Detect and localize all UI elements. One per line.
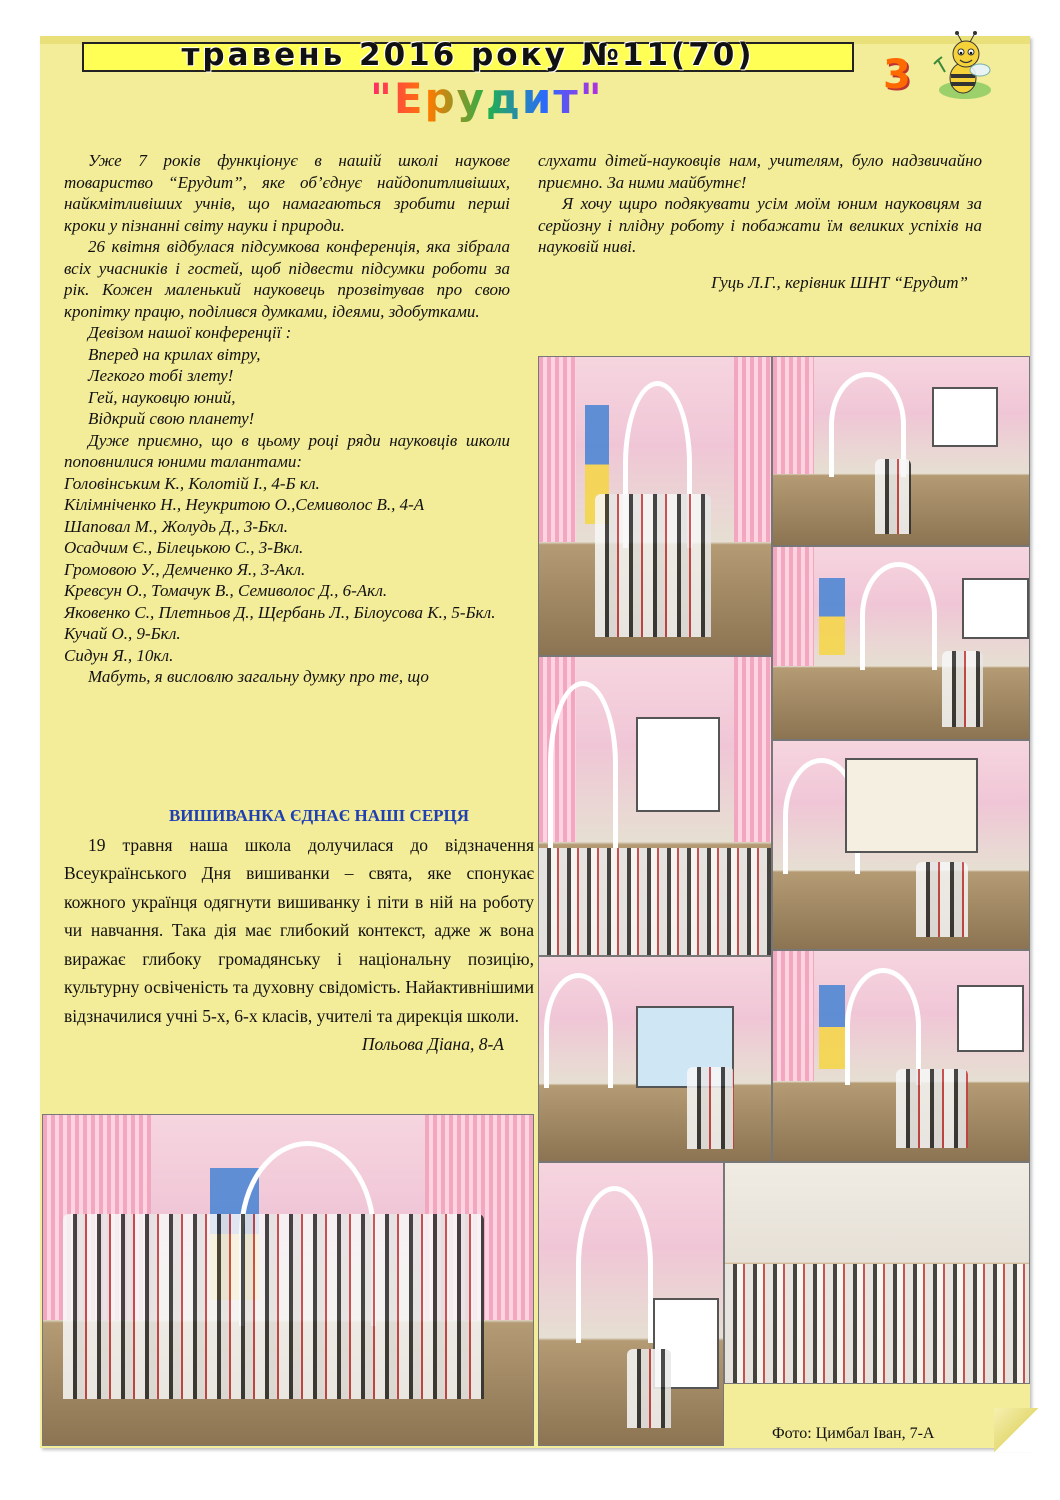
motto-line: Гей, науковцю юний, <box>88 387 236 407</box>
member-line: Кучай О., 9-Бкл. <box>64 624 181 643</box>
paragraph: Дуже приємно, що в цьому році ряди науковців школи поповнилися юними талантами: <box>64 430 510 471</box>
article1-right-column <box>538 150 982 293</box>
photo-podium-and-screen <box>538 1162 724 1446</box>
member-line: Громовою У., Демченко Я., 3-Акл. <box>64 559 306 579</box>
member-line: Кревсун О., Томачук В., Семиволос Д., 6-Акл. <box>64 581 388 600</box>
article2-body: 19 травня наша школа долучилася до відзначення Всеукраїнського Дня вишиванки – свята, яке спонукає кожного українця одягнути вишиванку і піти в ній на роботу чи навчання. Така дія має глибокий контекст, адже ж вона виражає глибоку громадянську і національну позицію, культурну освіченість та духовну свідомість. Найактивнішими відзначилися учні 5-х, 6-х класів, учителі та дирекція школи. <box>64 834 534 1026</box>
article2-signature: Польова Діана, 8-А <box>361 1034 504 1054</box>
photo-world-map-presentation <box>538 956 772 1162</box>
photo-speaker-at-podium <box>772 356 1030 546</box>
article1-signature: Гуць Л.Г., керівник ШНТ “Ерудит” <box>711 272 968 292</box>
article2-title: ВИШИВАНКА ЄДНАЄ НАШІ СЕРЦЯ <box>168 806 470 825</box>
member-line: Кілімніченко Н., Неукритою О.,Семиволос В., 4-А <box>64 495 425 514</box>
photo-presentation-with-audience <box>538 656 772 956</box>
member-line: Шаповал М., Жолудь Д., 3-Бкл. <box>64 516 288 536</box>
logo-number-3: 3 <box>883 52 911 98</box>
bee-mascot-icon <box>930 30 1000 110</box>
motto-line: Легкого тобі злету! <box>88 366 234 385</box>
photo-students-on-stage <box>538 356 772 656</box>
article1-left-column <box>64 150 510 688</box>
photo-girl-presenting <box>772 546 1030 740</box>
paragraph: Уже 7 років функціонує в нашій школі наукове товариство “Ерудит”, яке об’єднує найдопитливіших, найкмітливіших учнів, що намагаються зробити перші кроки у пізнанні світу науки і природи. <box>64 151 510 235</box>
photo-group-in-vyshyvanky <box>42 1114 534 1446</box>
paragraph: слухати дітей-науковців нам, учителям, було надзвичайно приємно. За ними майбутнє! <box>538 151 982 192</box>
newspaper-title: "Ерудит" <box>370 74 604 123</box>
photo-two-students-presenting <box>772 950 1030 1162</box>
photo-credit: Фото: Цимбал Іван, 7-А <box>772 1425 935 1442</box>
paragraph: Мабуть, я висловлю загальну думку про те, що <box>88 667 429 686</box>
motto-line: Вперед на крилах вітру, <box>88 344 261 364</box>
paragraph: Я хочу щиро подякувати усім моїм юним науковцям за серйозну і плідну роботу і побажати їм великих успіхів на науковій ниві. <box>538 194 982 256</box>
photo-hall-audience <box>724 1162 1030 1384</box>
member-line: Осадчим Є., Білецькою С., 3-Вкл. <box>64 538 304 557</box>
member-line: Сидун Я., 10кл. <box>64 645 174 665</box>
paragraph: Девізом нашої конференції : <box>88 323 292 342</box>
paragraph: 26 квітня відбулася підсумкова конференція, яка зібрала всіх учасників і гостей, щоб підвести підсумки роботи за рік. Кожен маленький науковець прозвітував про свою кропітку працю, поділився думками, ідеями, здобутками. <box>64 237 510 321</box>
member-line: Головінським К., Колотій І., 4-Б кл. <box>64 473 320 493</box>
photo-student-at-lectern <box>772 740 1030 950</box>
member-line: Яковенко С., Плетньов Д., Щербань Л., Білоусова К., 5-Бкл. <box>64 602 496 622</box>
page-curl-corner <box>994 1408 1038 1452</box>
issue-header-bar <box>82 37 854 73</box>
article2 <box>64 802 534 1059</box>
motto-line: Відкрий свою планету! <box>88 409 255 428</box>
issue-date-number: травень 2016 року №11(70) <box>181 37 755 73</box>
